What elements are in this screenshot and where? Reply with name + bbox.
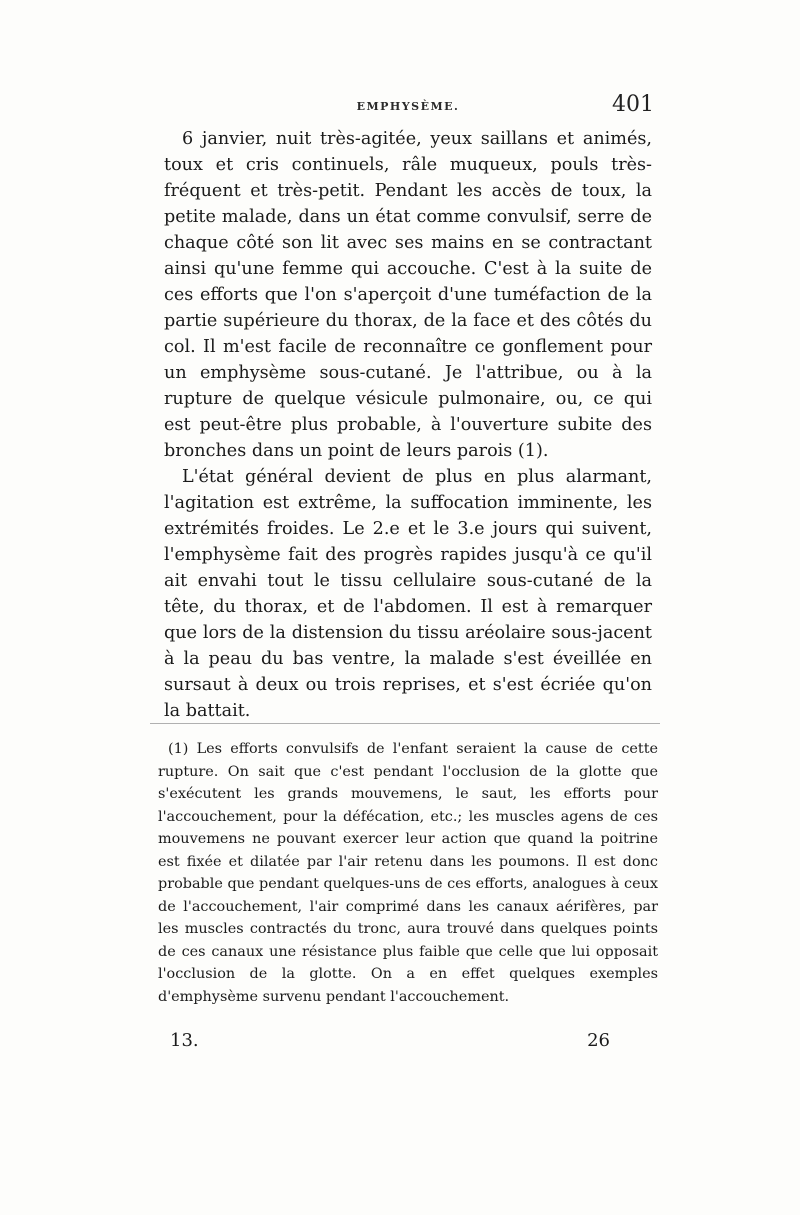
footnote-text: (1) Les efforts convulsifs de l'enfant seraient la cause de cette rupture. On sait que c'est pendant l'occlusion de la glotte que s'exécutent les grands mouvemens, le saut, les efforts pour l'accouchement, pour la défécation, etc.; les muscles agens de ces mouvemens ne pouvant exercer leur action que quand la poitrine est fixée et dilatée par l'air retenu dans les poumons. Il est donc probable que pendant quelques-uns de ces efforts, analogues à ceux de l'accouchement, l'air comprimé dans les canaux aérifères, par les muscles contractés du tronc, aura trouvé dans quelques points de ces canaux une résistance plus faible que celle que lui opposait l'occlusion de la glotte. On a en effet quelques exemples d'emphysème survenu pendant l'accouchement. [158,741,658,1005]
page-number: 401 [612,92,654,117]
footnote [158,738,658,1008]
body-paragraph: L'état général devient de plus en plus alarmant, l'agitation est extrême, la suffocation imminente, les extrémités froides. Le 2.e et le 3.e jours qui suivent, l'emphysème fait des progrès rapides jusqu'à ce qu'il ait envahi tout le tissu cellulaire sous-cutané de la tête, du thorax, et de l'abdomen. Il est à remarquer que lors de la distension du tissu aréolaire sous-jacent à la peau du bas ventre, la malade s'est éveillée en sursaut à deux ou trois reprises, et s'est écriée qu'on la battait. [164,467,652,721]
page-header [162,92,654,120]
running-title: EMPHYSÈME. [356,100,460,113]
gathering-signature: 26 [587,1030,610,1051]
page-footer [170,1030,610,1056]
volume-signature: 13. [170,1030,199,1051]
footnote-divider [150,723,660,724]
main-text [164,126,652,724]
body-paragraph: 6 janvier, nuit très-agitée, yeux saillans et animés, toux et cris continuels, râle muqueux, pouls très-fréquent et très-petit. Pendant les accès de toux, la petite malade, dans un état comme convulsif, serre de chaque côté son lit avec ses mains en se contractant ainsi qu'une femme qui accouche. C'est à la suite de ces efforts que l'on s'aperçoit d'une tuméfaction de la partie supérieure du thorax, de la face et des côtés du col. Il m'est facile de reconnaître ce gonflement pour un emphysème sous-cutané. Je l'attribue, ou à la rupture de quelque vésicule pulmonaire, ou, ce qui est peut-être plus probable, à l'ouverture subite des bronches dans un point de leurs parois (1). [164,129,652,461]
